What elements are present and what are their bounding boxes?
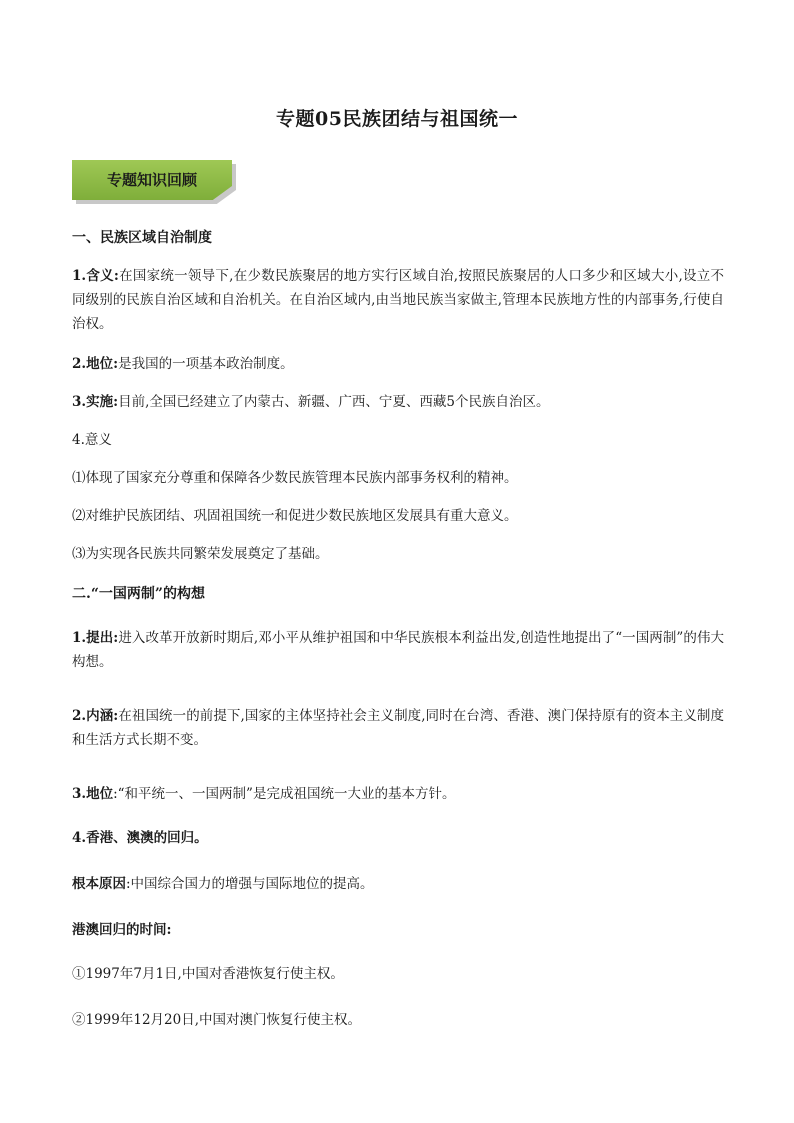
section-2-item-3 [72, 782, 724, 806]
section-1-heading: 一、民族区域自治制度 [72, 230, 212, 246]
paragraph [72, 626, 724, 674]
section-2-item-2 [72, 704, 724, 752]
paragraph [72, 872, 724, 896]
significance-item-1 [72, 466, 724, 490]
list-item: ⑴体现了国家充分尊重和保障各少数民族管理本民族内部事务权利的精神。 [72, 470, 518, 486]
section-2-heading: 二.“一国两制”的构想 [72, 586, 205, 602]
item-label: 2.地位: [72, 356, 119, 372]
macau-return [72, 1008, 724, 1032]
section-2-item-1 [72, 626, 724, 674]
paragraph [72, 390, 724, 414]
item-label: 4.香港、澳澳的回归。 [72, 830, 208, 846]
item-text: 目前,全国已经建立了内蒙古、新疆、广西、宁夏、西藏5个民族自治区。 [118, 394, 550, 410]
significance-item-2 [72, 504, 724, 528]
paragraph [72, 264, 724, 336]
item-label: 4.意义 [72, 432, 112, 448]
section-banner [72, 160, 232, 202]
list-item: ①1997年7月1日,中国对香港恢复行使主权。 [72, 966, 344, 982]
item-label: 3.地位 [72, 786, 114, 802]
item-label: 根本原因 [72, 876, 126, 892]
section-2-item-4 [72, 826, 724, 850]
list-item: ⑶为实现各民族共同繁荣发展奠定了基础。 [72, 546, 329, 562]
banner-label: 专题知识回顾 [106, 171, 197, 189]
item-text: 在祖国统一的前提下,国家的主体坚持社会主义制度,同时在台湾、香港、澳门保持原有的资本主义制度和生活方式长期不变。 [72, 708, 724, 748]
item-text: :“和平统一、一国两制”是完成祖国统一大业的基本方针。 [113, 786, 456, 802]
section-1-item-1 [72, 264, 724, 336]
significance-item-3 [72, 542, 724, 566]
paragraph [72, 352, 724, 376]
item-text: 在国家统一领导下,在少数民族聚居的地方实行区域自治,按照民族聚居的人口多少和区域大小,设立不同级别的民族自治区域和自治机关。在自治区域内,由当地民族当家做主,管理本民族地方性的内部事务,行使自治权。 [72, 268, 725, 332]
item-text: :中国综合国力的增强与国际地位的提高。 [126, 876, 374, 892]
item-label: 1.含义: [72, 268, 119, 284]
section-1-item-4 [72, 428, 724, 452]
item-text: 进入改革开放新时期后,邓小平从维护祖国和中华民族根本利益出发,创造性地提出了“一国两制”的伟大构想。 [72, 630, 724, 670]
item-label: 1.提出: [72, 630, 119, 646]
page-title: 专题05民族团结与祖国统一 [276, 108, 518, 130]
section-1-item-3 [72, 390, 724, 414]
root-cause [72, 872, 724, 896]
paragraph [72, 704, 724, 752]
hong-kong-return [72, 962, 724, 986]
list-item: ⑵对维护民族团结、巩固祖国统一和促进少数民族地区发展具有重大意义。 [72, 508, 518, 524]
item-text: 是我国的一项基本政治制度。 [118, 356, 294, 372]
item-label: 港澳回归的时间: [72, 922, 172, 938]
section-1-heading-block [72, 226, 724, 250]
item-label: 2.内涵: [72, 708, 119, 724]
list-item: ②1999年12月20日,中国对澳门恢复行使主权。 [72, 1012, 362, 1028]
section-2-heading-block [72, 582, 724, 606]
return-time-heading [72, 918, 724, 942]
section-1-item-2 [72, 352, 724, 376]
item-label: 3.实施: [72, 394, 119, 410]
paragraph [72, 782, 724, 806]
